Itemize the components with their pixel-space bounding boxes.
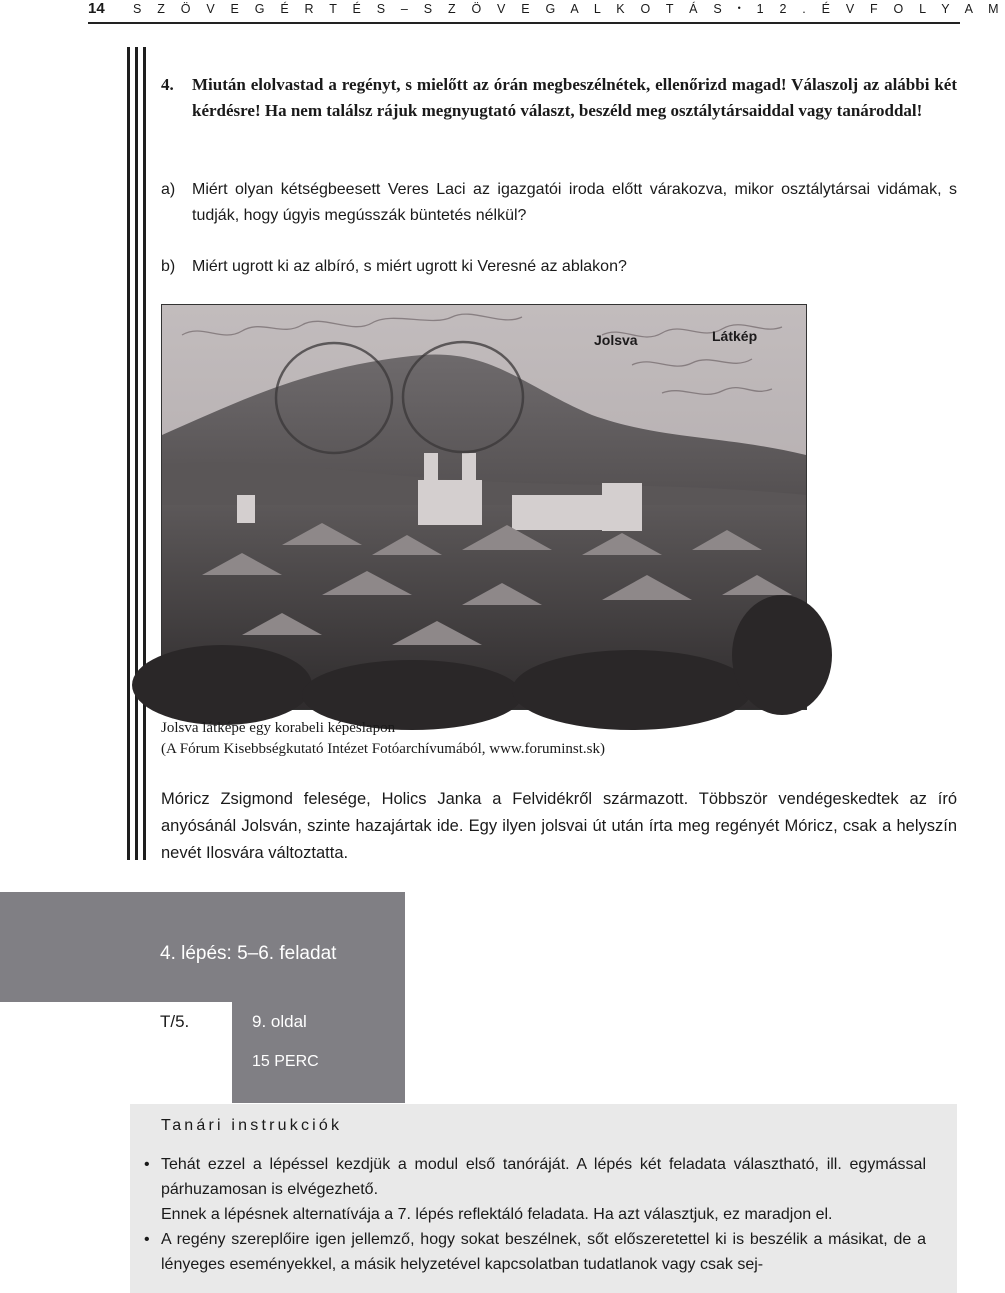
question-4 — [161, 72, 957, 124]
question-a — [161, 177, 957, 229]
margin-bars — [127, 47, 147, 860]
question-b-label: b) — [161, 258, 176, 275]
page-reference: 9. oldal — [252, 1012, 307, 1031]
running-title-subject: S Z Ö V E G É R T É S – S Z Ö V E G A L K O T Á S — [133, 2, 728, 16]
question-b — [161, 254, 957, 280]
running-title — [133, 2, 1005, 16]
postcard-label-latkep: Látkép — [712, 328, 758, 344]
step-title: 4. lépés: 5–6. feladat — [160, 943, 337, 964]
instruction-text-1: Tehát ezzel a lépéssel kezdjük a modul első tanóráját. A lépés két feladata választható, ill. egymással párhuzamosan is elvégezhető. — [161, 1156, 926, 1198]
question-a-text: Miért olyan kétségbeesett Veres Laci az igazgatói iroda előtt várakozva, mikor osztálytársai vidámak, s tudják, hogy úgyis megússzák büntetés nélkül? — [192, 181, 957, 224]
running-title-bullet: • — [737, 3, 747, 13]
postcard-label-jolsva: Jolsva — [594, 332, 638, 348]
jolsva-view-image — [162, 305, 806, 709]
body-paragraph: Móricz Zsigmond felesége, Holics Janka a Felvidékről származott. Többször vendégeskedtek az író anyósánál Jolsván, szinte hazajártak ide. Egy ilyen jolsvai út után írta meg regényét Móricz, csak a helyszín nevét Ilosvára változtatta. — [161, 790, 957, 862]
postcard-photo — [161, 304, 807, 710]
list-item — [144, 1227, 926, 1277]
instructions-title: Tanári instrukciók — [161, 1117, 343, 1134]
question-text: Miután elolvastad a regényt, s mielőtt az órán megbeszélnétek, ellenőrizd magad! Válaszolj az alábbi két kérdésre! Ha nem találsz rájuk megnyugtató választ, beszéld meg osztálytársaiddal vagy tanároddal! — [192, 75, 957, 120]
photo-caption — [161, 718, 957, 760]
caption-line-2: (A Fórum Kisebbségkutató Intézet Fotóarchívumából, www.foruminst.sk) — [161, 741, 605, 757]
page-header — [0, 0, 1005, 22]
caption-line-1: Jolsva látképe egy korabeli képeslapon — [161, 720, 396, 736]
time-estimate: 15 PERC — [252, 1053, 319, 1070]
bullet-icon: • — [144, 1156, 150, 1173]
instruction-text-2: A regény szereplőire igen jellemző, hogy sokat beszélnek, sőt előszeretettel ki is beszélik a másikat, de a lényeges eseményekkel, a másik helyzetével kapcsolatban tudatlanok vagy csak sej- — [161, 1231, 926, 1273]
running-title-grade: 1 2 . É V F O L Y A M — [756, 2, 1005, 16]
instruction-text-1-extra: Ennek a lépésnek alternatívája a 7. lépés reflektáló feladata. Ha azt választjuk, ez maradjon el. — [161, 1206, 833, 1223]
question-b-text: Miért ugrott ki az albíró, s miért ugrott ki Veresné az ablakon? — [192, 258, 627, 275]
question-number: 4. — [161, 75, 174, 94]
list-item — [144, 1152, 926, 1227]
header-rule — [88, 22, 960, 24]
task-code: T/5. — [160, 1012, 190, 1031]
page-number: 14 — [88, 0, 105, 17]
question-a-label: a) — [161, 181, 176, 198]
instructions-list — [144, 1152, 926, 1277]
bullet-icon: • — [144, 1231, 150, 1248]
teacher-instructions — [130, 1104, 957, 1293]
